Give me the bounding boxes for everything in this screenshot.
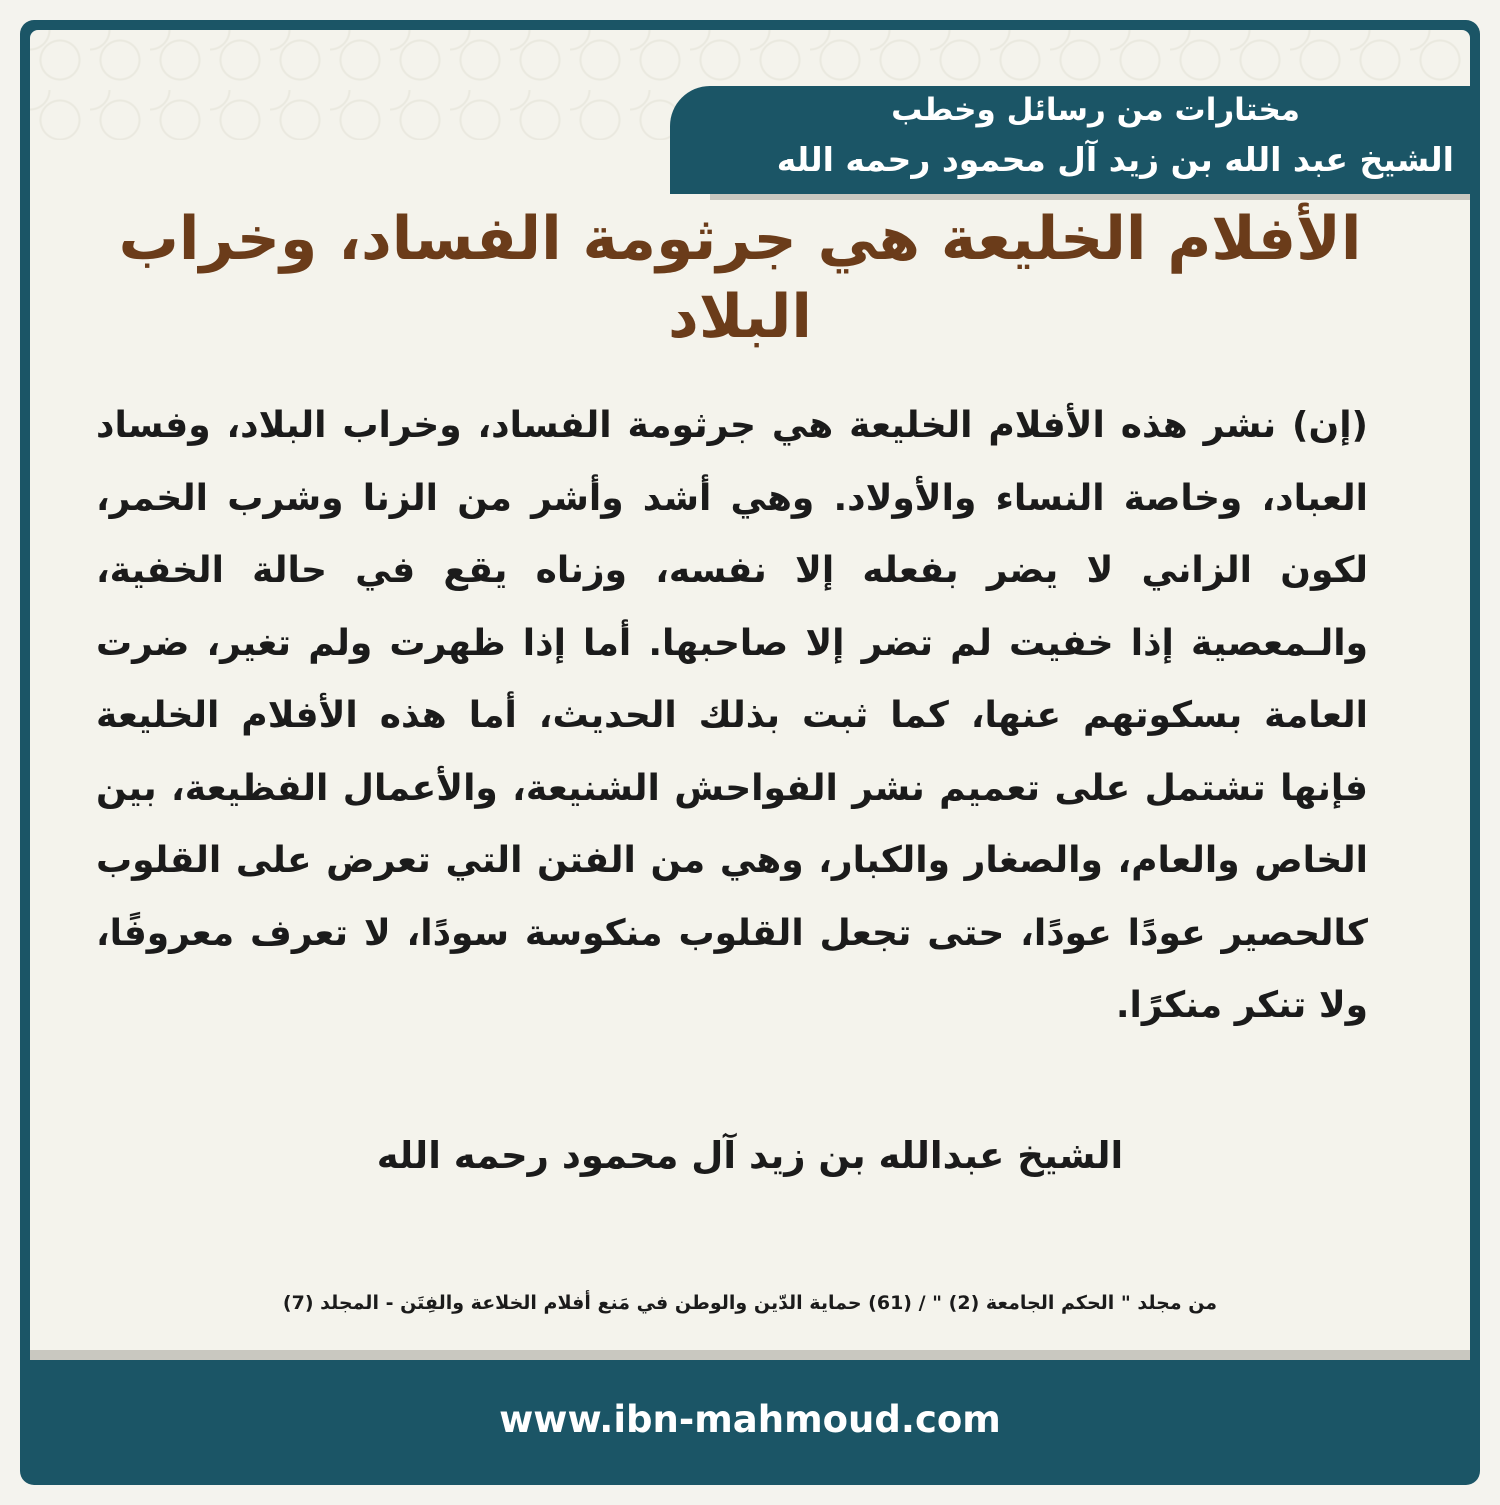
author-signature: الشيخ عبدالله بن زيد آل محمود رحمه الله xyxy=(376,1134,1124,1177)
source-citation: من مجلد " الحكم الجامعة (2) " / (61) حماية الدّين والوطن في مَنع أفلام الخلاعة والفِتَن - المجلد (7) xyxy=(282,1292,1218,1314)
footer-divider xyxy=(30,1350,1470,1360)
header-band xyxy=(670,86,1470,194)
article-title: الأفلام الخليعة هي جرثومة الفساد، وخراب البلاد xyxy=(118,204,1362,352)
sheikh-name-header: الشيخ عبد الله بن زيد آل محمود رحمه الله xyxy=(776,140,1454,179)
series-title: مختارات من رسائل وخطب xyxy=(891,92,1300,128)
article-body: (إن) نشر هذه الأفلام الخليعة هي جرثومة الفساد، وخراب البلاد، وفساد العباد، وخاصة النساء والأولاد. وهي أشد وأشر من الزنا وشرب الخمر، لكون الزاني لا يضر بفعله إلا نفسه، وزناه يقع في حالة الخفية، والـمعصية إذا خفيت لم تضر إلا صاحبها. أما إذا ظهرت ولم تغير، ضرت العامة بسكوتهم عنها، كما ثبت بذلك الحديث، أما هذه الأفلام الخليعة فإنها تشتمل على تعميم نشر الفواحش الشنيعة، والأعمال الفظيعة، بين الخاص والعام، والصغار والكبار، وهي من الفتن التي تعرض على القلوب كالحصير عودًا عودًا، حتى تجعل القلوب منكوسة سودًا، لا تعرف معروفًا، ولا تنكر منكرًا. xyxy=(96,405,1368,1026)
website-link[interactable]: www.ibn-mahmoud.com xyxy=(499,1398,1001,1441)
